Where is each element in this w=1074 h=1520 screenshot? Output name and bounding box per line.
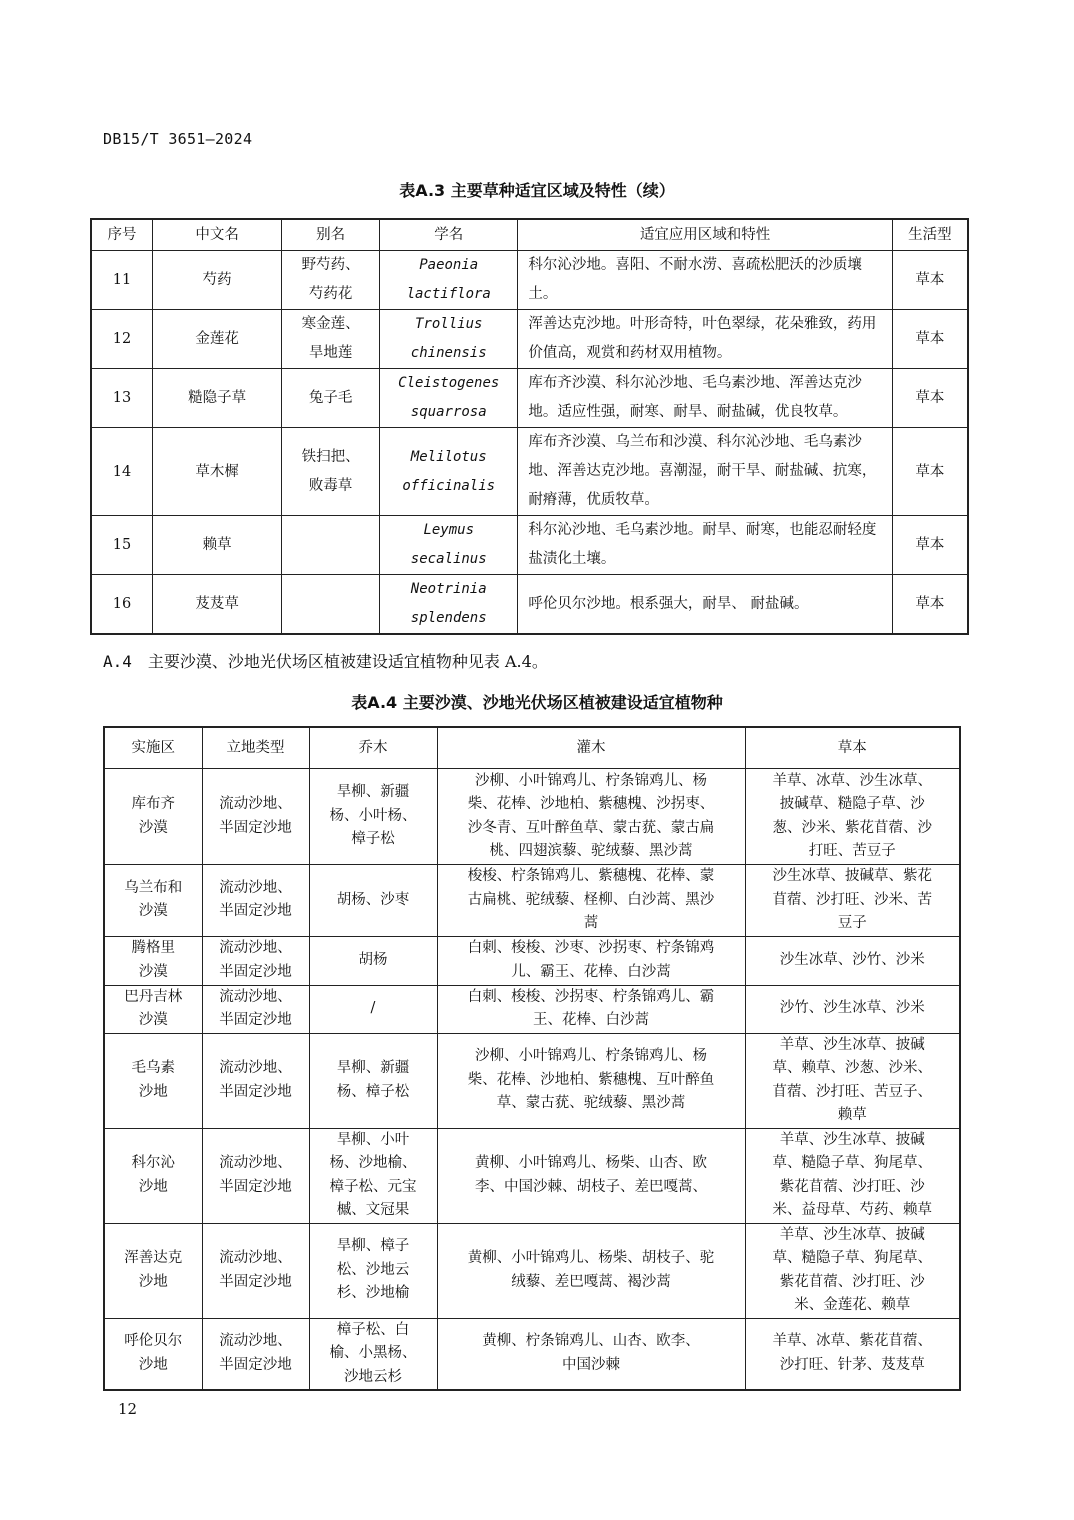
herbs-line: 草、糙隐子草、狗尾草、 — [772, 1155, 932, 1171]
herbs-line: 米、金莲花、赖草 — [794, 1297, 911, 1313]
implementation-area — [104, 769, 202, 865]
clause-text: 主要沙漠、沙地光伏场区植被建设适宜植物种见表 A.4。 — [147, 652, 548, 671]
shrubs-line: 王、花棒、白沙蒿 — [533, 1012, 649, 1028]
life-form: 草本 — [892, 310, 968, 369]
alias-line: 铁扫把、 — [301, 448, 360, 465]
table-row — [91, 428, 968, 516]
site-type-line: 半固定沙地 — [219, 1012, 292, 1028]
alias-line: 败毒草 — [308, 477, 353, 494]
row-number: 16 — [91, 575, 153, 635]
shrubs-line: 黄柳、小叶锦鸡儿、杨柴、山杏、欧 — [475, 1155, 707, 1171]
herbs-line: 沙生冰草、披碱草、紫花 — [772, 868, 932, 884]
scientific-name — [380, 428, 518, 516]
implementation-area-line: 沙地 — [138, 1273, 168, 1290]
scientific-name-line: Neotrinia — [410, 581, 487, 597]
herbs-line: 紫花苜蓿、沙打旺、沙 — [779, 1178, 925, 1195]
trees — [309, 769, 437, 865]
site-type-line: 半固定沙地 — [219, 903, 292, 920]
shrubs-line: 白刺、梭梭、沙拐枣、柠条锦鸡儿、霸 — [467, 988, 715, 1005]
trees — [309, 936, 437, 985]
shrubs-line: 草、蒙古莸、驼绒藜、黑沙蒿 — [496, 1095, 686, 1112]
herbs-line: 草、糙隐子草、狗尾草、 — [772, 1250, 932, 1266]
shrubs-line: 白刺、梭梭、沙枣、沙拐枣、柠条锦鸡 — [467, 940, 715, 956]
scientific-name-line: squarrosa — [410, 404, 487, 420]
scientific-name-line: Melilotus — [410, 448, 487, 465]
implementation-area-line: 毛乌素 — [131, 1060, 175, 1076]
trees — [309, 985, 437, 1033]
shrubs-line: 蒿 — [583, 915, 599, 931]
herbs-line: 羊草、沙生冰草、披碱 — [779, 1036, 925, 1053]
clause-a4 — [103, 649, 548, 672]
shrubs — [437, 936, 745, 985]
shrubs-line: 柴、花棒、沙地柏、紫穗槐、沙拐枣、 — [467, 796, 715, 812]
column-header: 灌木 — [437, 727, 745, 769]
shrubs-line: 梭梭、柠条锦鸡儿、紫穗槐、花棒、蒙 — [467, 868, 715, 884]
site-type-line: 流动沙地、 — [219, 1155, 292, 1171]
herbs-line: 苜蓿、沙打旺、沙米、苦 — [772, 891, 932, 908]
column-header: 学名 — [380, 219, 518, 251]
herbs-line: 米、益母草、芍药、赖草 — [772, 1202, 932, 1218]
herbs-line: 羊草、冰草、紫花苜蓿、 — [772, 1333, 932, 1350]
column-header: 生活型 — [892, 219, 968, 251]
scientific-name-line: secalinus — [410, 551, 487, 567]
life-form: 草本 — [892, 369, 968, 428]
scientific-name-line: splendens — [410, 610, 487, 626]
table-a3-header-row — [91, 219, 968, 251]
shrubs-line: 绒藜、差巴嘎蒿、褐沙蒿 — [511, 1273, 671, 1290]
column-header: 中文名 — [153, 219, 282, 251]
suitable-region-description: 科尔沁沙地。喜阳、不耐水涝、喜疏松肥沃的沙质壤土。 — [518, 251, 892, 310]
shrubs-line: 柴、花棒、沙地柏、紫穗槐、互叶醉鱼 — [467, 1071, 715, 1088]
alias — [282, 516, 380, 575]
trees — [309, 1128, 437, 1223]
implementation-area — [104, 985, 202, 1033]
trees-line: 旱柳、樟子 — [336, 1238, 410, 1255]
shrubs-line: 李、中国沙棘、胡枝子、差巴嘎蒿、 — [475, 1178, 707, 1195]
table-row — [104, 865, 960, 937]
implementation-area-line: 沙漠 — [138, 819, 168, 836]
suitable-region-description: 库布齐沙漠、科尔沁沙地、毛乌素沙地、浑善达克沙地。适应性强，耐寒、耐旱、耐盐碱，优良牧草。 — [518, 369, 892, 428]
table-row — [91, 369, 968, 428]
trees-line: 杨、小叶杨、 — [329, 807, 417, 824]
herbs-line: 豆子 — [837, 915, 867, 931]
site-type-line: 半固定沙地 — [219, 1083, 292, 1100]
shrubs — [437, 769, 745, 865]
table-row — [91, 310, 968, 369]
herbs-line: 紫花苜蓿、沙打旺、沙 — [779, 1273, 925, 1290]
site-type — [202, 769, 309, 865]
life-form: 草本 — [892, 428, 968, 516]
column-header: 实施区 — [104, 727, 202, 769]
herbs — [745, 769, 960, 865]
shrubs — [437, 1223, 745, 1318]
chinese-name: 金莲花 — [153, 310, 282, 369]
trees-line: 胡杨 — [358, 951, 388, 968]
row-number: 15 — [91, 516, 153, 575]
clause-number: A.4 — [103, 652, 132, 671]
site-type-line: 流动沙地、 — [219, 1250, 292, 1266]
alias — [282, 575, 380, 635]
herbs-line: 草、赖草、沙葱、沙米、 — [772, 1060, 932, 1076]
table-row — [104, 1128, 960, 1223]
alias-line: 野芍药、 — [301, 257, 360, 273]
alias-line: 兔子毛 — [308, 389, 353, 406]
shrubs-line: 古扁桃、驼绒藜、柽柳、白沙蒿、黑沙 — [467, 891, 715, 908]
trees-line: / — [370, 1000, 376, 1017]
herbs — [745, 985, 960, 1033]
site-type-line: 流动沙地、 — [219, 1333, 292, 1350]
table-a4 — [103, 726, 961, 1391]
implementation-area-line: 浑善达克 — [124, 1250, 183, 1266]
implementation-area-line: 科尔沁 — [131, 1155, 175, 1171]
chinese-name: 糙隐子草 — [153, 369, 282, 428]
site-type — [202, 936, 309, 985]
chinese-name: 赖草 — [153, 516, 282, 575]
suitable-region-description: 库布齐沙漠、乌兰布和沙漠、科尔沁沙地、毛乌素沙地、浑善达克沙地。喜潮湿，耐干旱、耐盐碱、抗寒，耐瘠薄，优质牧草。 — [518, 428, 892, 516]
row-number: 14 — [91, 428, 153, 516]
implementation-area-line: 腾格里 — [131, 940, 175, 956]
alias — [282, 428, 380, 516]
suitable-region-description: 呼伦贝尔沙地。根系强大，耐旱、 耐盐碱。 — [518, 575, 892, 635]
shrubs — [437, 1128, 745, 1223]
site-type-line: 流动沙地、 — [219, 796, 292, 812]
trees-line: 樟子松、元宝 — [329, 1178, 417, 1195]
herbs-line: 沙打旺、针茅、芨芨草 — [779, 1356, 925, 1373]
herbs — [745, 865, 960, 937]
herbs-line: 苜蓿、沙打旺、苦豆子、 — [772, 1083, 932, 1100]
alias — [282, 251, 380, 310]
column-header: 立地类型 — [202, 727, 309, 769]
scientific-name-line: officinalis — [402, 477, 496, 494]
trees-line: 松、沙地云 — [336, 1261, 410, 1278]
site-type-line: 流动沙地、 — [219, 879, 292, 896]
table-row — [104, 936, 960, 985]
scientific-name-line: Paeonia — [419, 257, 479, 273]
shrubs — [437, 985, 745, 1033]
site-type-line: 半固定沙地 — [219, 1178, 292, 1195]
trees-line: 旱柳、小叶 — [336, 1131, 410, 1148]
site-type — [202, 1128, 309, 1223]
site-type-line: 半固定沙地 — [219, 1356, 292, 1373]
implementation-area — [104, 1223, 202, 1318]
scientific-name-line: Cleistogenes — [398, 375, 500, 391]
table-row — [104, 1033, 960, 1128]
shrubs-line: 中国沙棘 — [562, 1356, 620, 1373]
table-row — [104, 769, 960, 865]
implementation-area-line: 沙地 — [138, 1083, 168, 1100]
scientific-name-line: lactiflora — [406, 286, 491, 302]
alias — [282, 310, 380, 369]
implementation-area — [104, 865, 202, 937]
row-number: 13 — [91, 369, 153, 428]
implementation-area — [104, 1033, 202, 1128]
implementation-area-line: 沙漠 — [138, 963, 168, 980]
table-row — [104, 1318, 960, 1390]
site-type-line: 流动沙地、 — [219, 988, 292, 1005]
herbs-line: 葱、沙米、紫花苜蓿、沙 — [772, 819, 932, 836]
column-header: 序号 — [91, 219, 153, 251]
implementation-area — [104, 1318, 202, 1390]
scientific-name — [380, 369, 518, 428]
herbs — [745, 1223, 960, 1318]
implementation-area-line: 沙漠 — [138, 1012, 168, 1028]
herbs-line: 沙生冰草、沙竹、沙米 — [779, 951, 925, 968]
scientific-name-line: chinensis — [410, 345, 487, 361]
herbs-line: 羊草、沙生冰草、披碱 — [779, 1226, 925, 1243]
alias — [282, 369, 380, 428]
trees-line: 樟子松 — [351, 831, 395, 848]
scientific-name-line: Leymus — [423, 522, 475, 538]
row-number: 12 — [91, 310, 153, 369]
implementation-area-line: 沙地 — [138, 1178, 168, 1195]
alias-line: 旱地莲 — [308, 345, 353, 361]
column-header: 适宜应用区域和特性 — [518, 219, 892, 251]
suitable-region-description: 科尔沁沙地、毛乌素沙地。耐旱、耐寒，也能忍耐轻度盐渍化土壤。 — [518, 516, 892, 575]
shrubs-line: 黄柳、小叶锦鸡儿、杨柴、胡枝子、驼 — [467, 1250, 715, 1266]
trees-line: 沙地云杉 — [344, 1368, 402, 1385]
implementation-area-line: 沙漠 — [138, 903, 168, 920]
table-row — [91, 516, 968, 575]
alias-line: 寒金莲、 — [301, 316, 360, 332]
chinese-name: 草木樨 — [153, 428, 282, 516]
trees-line: 胡杨、沙枣 — [336, 891, 410, 908]
shrubs — [437, 1033, 745, 1128]
shrubs-line: 沙冬青、互叶醉鱼草、蒙古莸、蒙古扁 — [467, 819, 715, 836]
column-header: 草本 — [745, 727, 960, 769]
herbs — [745, 936, 960, 985]
scientific-name — [380, 516, 518, 575]
herbs-line: 赖草 — [837, 1107, 867, 1123]
table-row — [104, 1223, 960, 1318]
document-code: DB15/T 3651—2024 — [103, 130, 253, 148]
trees-line: 杨、樟子松 — [336, 1083, 410, 1100]
implementation-area — [104, 1128, 202, 1223]
chinese-name: 芨芨草 — [153, 575, 282, 635]
column-header: 别名 — [282, 219, 380, 251]
implementation-area-line: 库布齐 — [131, 796, 175, 812]
scientific-name-line: Trollius — [415, 316, 483, 332]
herbs-line: 披碱草、糙隐子草、沙 — [779, 796, 925, 812]
site-type-line: 流动沙地、 — [219, 1060, 292, 1076]
life-form: 草本 — [892, 516, 968, 575]
herbs-line: 羊草、沙生冰草、披碱 — [779, 1131, 925, 1148]
herbs-line: 沙竹、沙生冰草、沙米 — [779, 1000, 925, 1017]
alias-line: 芍药花 — [308, 286, 353, 302]
shrubs-line: 黄柳、柠条锦鸡儿、山杏、欧李、 — [482, 1333, 700, 1350]
herbs — [745, 1033, 960, 1128]
implementation-area — [104, 936, 202, 985]
table-a3 — [90, 218, 969, 635]
scientific-name — [380, 251, 518, 310]
shrubs-line: 儿、霸王、花棒、白沙蒿 — [511, 963, 671, 980]
scientific-name — [380, 310, 518, 369]
trees-line: 旱柳、新疆 — [336, 784, 410, 801]
table-row — [104, 985, 960, 1033]
trees — [309, 1223, 437, 1318]
site-type-line: 半固定沙地 — [219, 1273, 292, 1290]
implementation-area-line: 呼伦贝尔 — [124, 1333, 183, 1350]
trees-line: 榆、小黑杨、 — [329, 1345, 417, 1361]
scientific-name — [380, 575, 518, 635]
site-type-line: 半固定沙地 — [219, 819, 292, 836]
shrubs-line: 沙柳、小叶锦鸡儿、柠条锦鸡儿、杨 — [475, 1048, 707, 1065]
site-type — [202, 1033, 309, 1128]
life-form: 草本 — [892, 575, 968, 635]
trees-line: 杉、沙地榆 — [336, 1285, 410, 1302]
trees — [309, 865, 437, 937]
site-type — [202, 1223, 309, 1318]
page-number: 12 — [118, 1400, 138, 1418]
herbs-line: 羊草、冰草、沙生冰草、 — [772, 772, 932, 789]
table-a3-title: 表A.3 主要草种适宜区域及特性（续） — [399, 181, 675, 200]
trees-line: 旱柳、新疆 — [336, 1060, 410, 1076]
implementation-area-line: 乌兰布和 — [124, 879, 183, 896]
herbs-line: 打旺、苦豆子 — [808, 843, 896, 859]
herbs — [745, 1128, 960, 1223]
herbs — [745, 1318, 960, 1390]
shrubs-line: 桃、四翅滨藜、驼绒藜、黑沙蒿 — [489, 843, 693, 859]
suitable-region-description: 浑善达克沙地。叶形奇特，叶色翠绿，花朵雅致，药用价值高，观赏和药材双用植物。 — [518, 310, 892, 369]
trees-line: 槭、文冠果 — [336, 1202, 410, 1218]
life-form: 草本 — [892, 251, 968, 310]
trees-line: 杨、沙地榆、 — [329, 1155, 417, 1171]
shrubs-line: 沙柳、小叶锦鸡儿、柠条锦鸡儿、杨 — [475, 772, 707, 789]
shrubs — [437, 865, 745, 937]
site-type — [202, 985, 309, 1033]
site-type-line: 半固定沙地 — [219, 963, 292, 980]
site-type-line: 流动沙地、 — [219, 940, 292, 956]
site-type — [202, 1318, 309, 1390]
trees-line: 樟子松、白 — [336, 1321, 410, 1338]
table-a4-header-row — [104, 727, 960, 769]
row-number: 11 — [91, 251, 153, 310]
implementation-area-line: 沙地 — [138, 1356, 168, 1373]
chinese-name: 芍药 — [153, 251, 282, 310]
site-type — [202, 865, 309, 937]
column-header: 乔木 — [309, 727, 437, 769]
implementation-area-line: 巴丹吉林 — [124, 988, 183, 1005]
table-row — [91, 251, 968, 310]
shrubs — [437, 1318, 745, 1390]
trees — [309, 1033, 437, 1128]
trees — [309, 1318, 437, 1390]
table-row — [91, 575, 968, 635]
table-a4-title: 表A.4 主要沙漠、沙地光伏场区植被建设适宜植物种 — [351, 693, 723, 712]
